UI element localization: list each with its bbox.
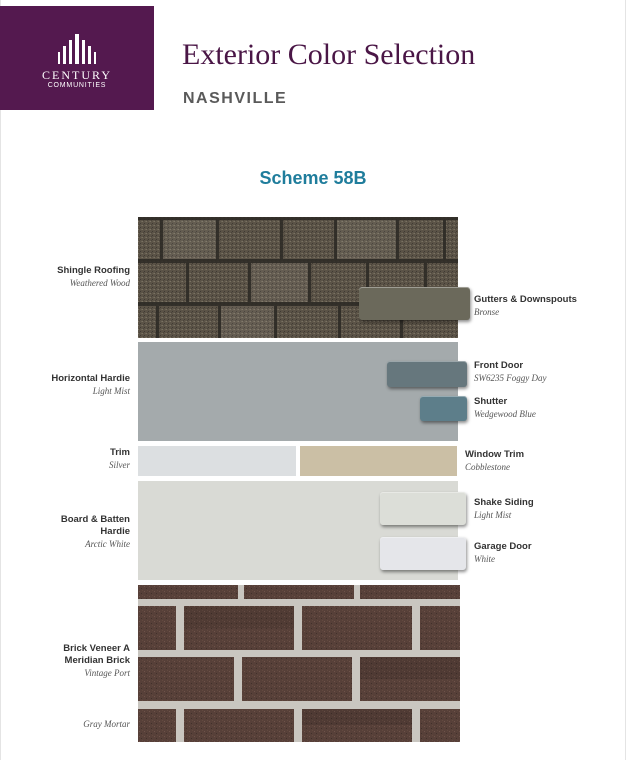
label-color: Wedgewood Blue bbox=[474, 409, 536, 419]
shingle-roofing-label bbox=[6, 265, 130, 289]
shake-siding-label bbox=[474, 497, 624, 521]
label-color: Arctic White bbox=[85, 539, 130, 549]
gutters-label bbox=[474, 294, 624, 318]
brand-tagline: COMMUNITIES bbox=[47, 82, 107, 89]
label-name: Window Trim bbox=[465, 449, 525, 460]
window-trim-swatch bbox=[300, 446, 457, 476]
label-name: Front Door bbox=[474, 360, 524, 371]
label-color: White bbox=[474, 554, 495, 564]
label-color: Bronse bbox=[474, 307, 500, 317]
brand-name: CENTURY bbox=[41, 68, 112, 82]
window-trim-label bbox=[465, 449, 615, 473]
label-name: Shingle Roofing bbox=[57, 265, 130, 276]
label-name: Shutter bbox=[474, 396, 508, 407]
label-name-line2: Hardie bbox=[100, 526, 130, 537]
front-door-color-chip bbox=[387, 361, 467, 387]
label-color: Light Mist bbox=[92, 386, 130, 396]
label-name: Gutters & Downspouts bbox=[474, 294, 577, 305]
label-color: Weathered Wood bbox=[69, 278, 130, 288]
scheme-title: Scheme 58B bbox=[259, 168, 367, 188]
label-name: Horizontal Hardie bbox=[51, 373, 130, 384]
building-skyline-icon bbox=[58, 34, 96, 64]
label-color: Silver bbox=[109, 460, 130, 470]
label-name-line1: Brick Veneer A bbox=[63, 643, 130, 654]
label-color: Cobblestone bbox=[465, 462, 510, 472]
label-name-line1: Board & Batten bbox=[60, 514, 130, 525]
label-color: Light Mist bbox=[474, 510, 512, 520]
label-name: Garage Door bbox=[474, 541, 532, 552]
shutter-label bbox=[474, 396, 624, 420]
label-name-line2: Meridian Brick bbox=[64, 655, 130, 666]
mortar-label bbox=[6, 718, 130, 730]
board-batten-label bbox=[6, 514, 130, 550]
brick-veneer-label bbox=[6, 643, 130, 679]
trim-label bbox=[6, 447, 130, 471]
front-door-label bbox=[474, 360, 624, 384]
garage-door-color-chip bbox=[380, 537, 466, 570]
brick-texture bbox=[138, 585, 460, 742]
horizontal-hardie-label bbox=[6, 373, 130, 397]
page-title: Exterior Color Selection bbox=[182, 38, 476, 71]
label-name: Shake Siding bbox=[474, 497, 534, 508]
label-name: Trim bbox=[109, 447, 130, 458]
gutters-color-chip bbox=[359, 287, 470, 320]
horizontal-hardie-swatch bbox=[138, 342, 458, 441]
location-subtitle: NASHVILLE bbox=[183, 90, 288, 107]
label-color: Gray Mortar bbox=[83, 719, 130, 729]
garage-door-label bbox=[474, 541, 624, 565]
label-color: Vintage Port bbox=[84, 668, 130, 678]
trim-swatch bbox=[138, 446, 296, 476]
shutter-color-chip bbox=[420, 396, 467, 421]
shake-siding-color-chip bbox=[380, 492, 466, 525]
century-communities-logo bbox=[0, 6, 154, 110]
brick-veneer-swatch bbox=[138, 585, 460, 742]
label-color: SW6235 Foggy Day bbox=[474, 373, 547, 383]
